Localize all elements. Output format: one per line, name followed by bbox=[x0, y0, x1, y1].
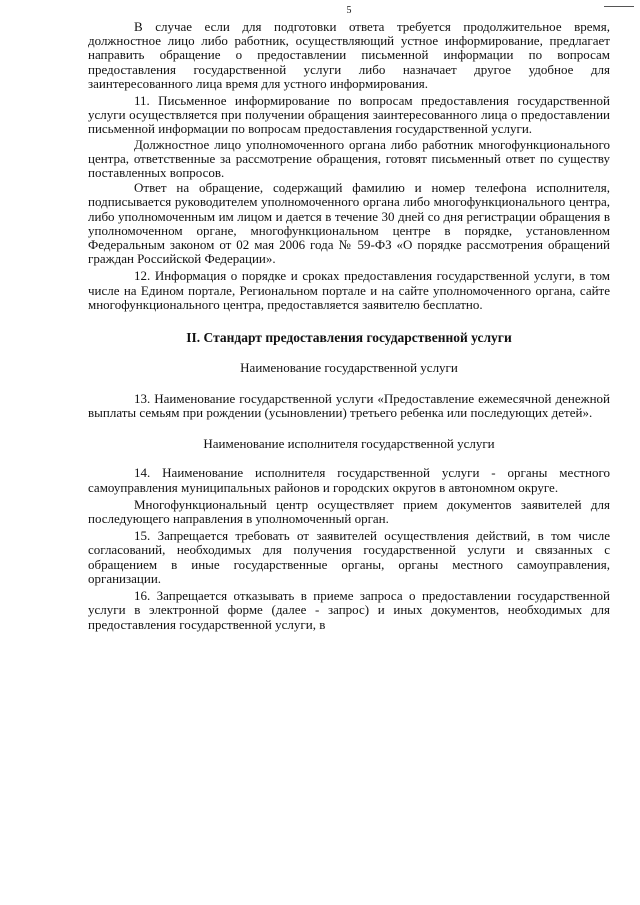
paragraph-15: 15. Запрещается требовать от заявителей осуществления действий, в том числе согласований, необходимых для получения государственной услуги и связанных с обращением в иные государственные органы, органы местного самоуправления, организации. bbox=[88, 528, 610, 586]
paragraph-13: 13. Наименование государственной услуги «Предоставление ежемесячной денежной выплаты семьям при рождении (усыновлении) третьего ребенка или последующих детей». bbox=[88, 391, 610, 421]
paragraph-responsible-person: Должностное лицо уполномоченного органа либо работник многофункционального центра, ответственные за рассмотрение обращения, готовят письменный ответ по существу поставленных вопросов. bbox=[88, 136, 610, 181]
paragraph-11: 11. Письменное информирование по вопросам предоставления государственной услуги осуществляется при получении обращения заинтересованного лица о предоставлении письменной информации по вопросам предоставления государственной услуги. bbox=[88, 93, 610, 137]
subheading-service-name: Наименование государственной услуги bbox=[240, 360, 458, 376]
paragraph-12: 12. Информация о порядке и сроках предоставления государственной услуги, в том числе на Едином портале, Региональном портале и на сайте уполномоченного органа, сайте многофункционального центра, предоставляется заявителю бесплатно. bbox=[88, 268, 610, 312]
paragraph-16: 16. Запрещается отказывать в приеме запроса о предоставлении государственной услуги в электронной форме (далее - запрос) и иных документов, необходимых для предоставления государственной услуги, в bbox=[88, 588, 610, 632]
corner-line bbox=[604, 6, 634, 7]
paragraph-answer-procedure: Ответ на обращение, содержащий фамилию и номер телефона исполнителя, подписывается руководителем уполномоченного органа либо многофункционального центра, либо уполномоченным им лицом и дается в течение 30 дней со дня регистрации обращения в уполномоченном органе, многофункциональном центре в порядке, установленном Федеральным законом от 02 мая 2006 года № 59-ФЗ «О порядке рассмотрения обращений граждан Российской Федерации». bbox=[88, 180, 610, 267]
section-title: II. Стандарт предоставления государственной услуги bbox=[186, 330, 512, 346]
paragraph-mfc: Многофункциональный центр осуществляет прием документов заявителей для последующего направления в уполномоченный орган. bbox=[88, 496, 610, 527]
paragraph-14: 14. Наименование исполнителя государственной услуги - органы местного самоуправления муниципальных районов и городских округов в автономном округе. bbox=[88, 465, 610, 495]
paragraph-oral-info-followup: В случае если для подготовки ответа требуется продолжительное время, должностное лицо либо работник, осуществляющий устное информирование, предлагает направить обращение о предоставлении письменной информации по вопросам предоставления государственной услуги либо назначает другое удобное для заинтересованного лица время для устного информирования. bbox=[88, 19, 610, 91]
subheading-executor-name: Наименование исполнителя государственной услуги bbox=[203, 436, 495, 452]
page-number: 5 bbox=[346, 5, 352, 16]
